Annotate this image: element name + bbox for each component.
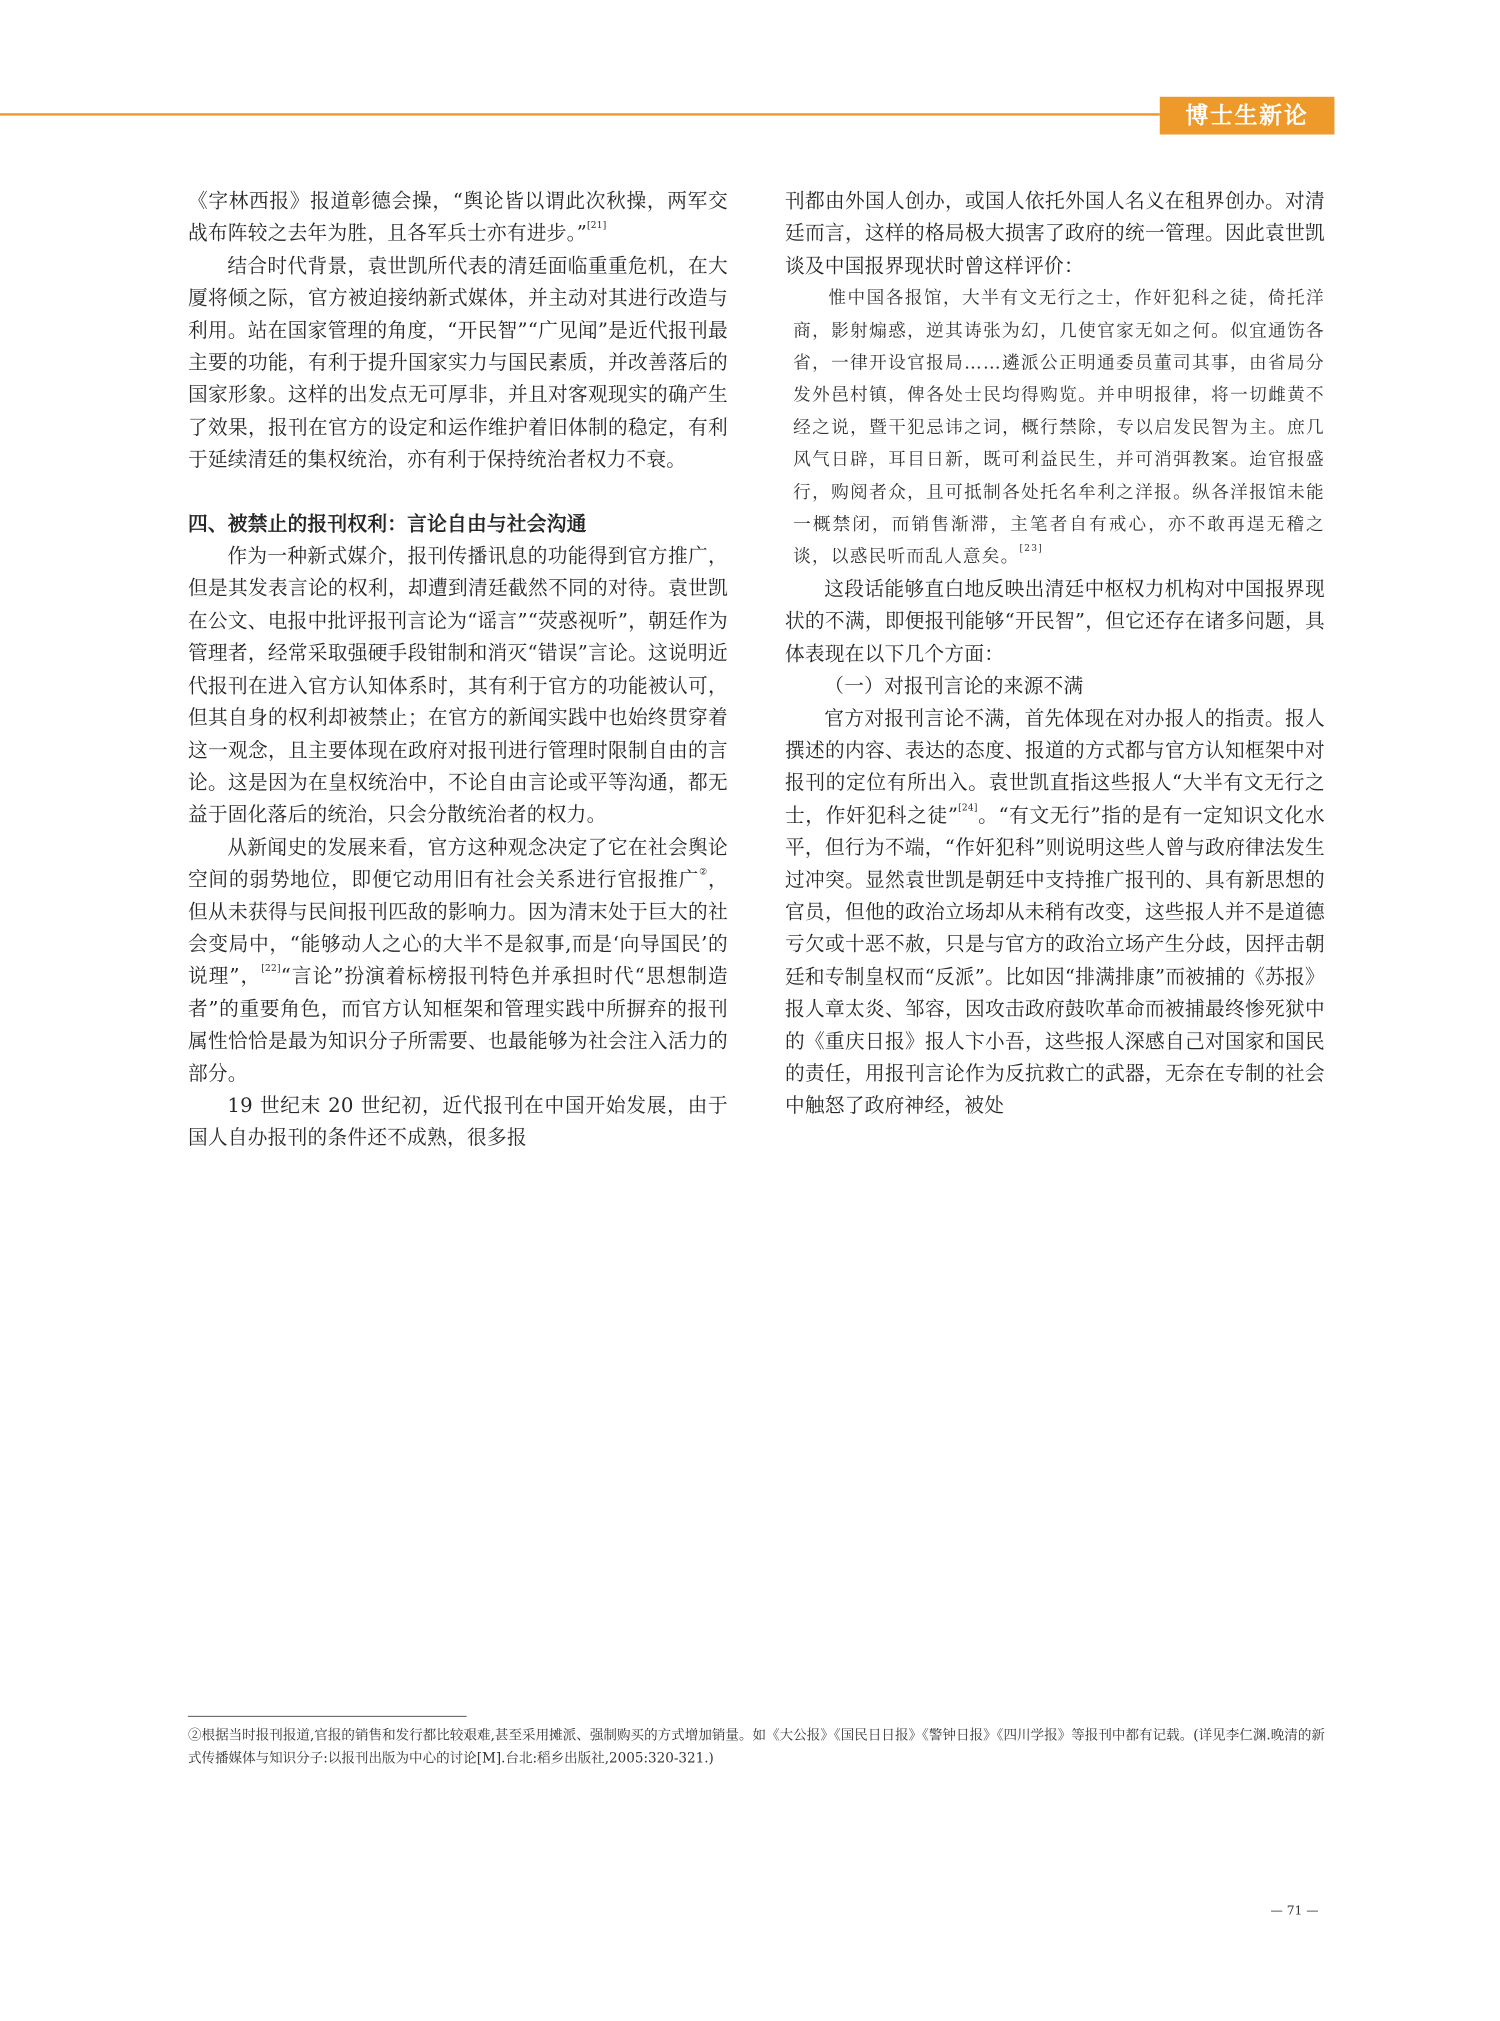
citation-ref: [23] <box>1019 543 1043 555</box>
citation-ref: [24] <box>958 801 978 813</box>
paragraph-text: 官方对报刊言论不满，首先体现在对办报人的指责。报人撰述的内容、表达的态度、报道的方式都与官方认知框架中对报刊的定位有所出入。袁世凯直指这些报人“大半有文无行之士，作奸犯科之徒” <box>784 706 1325 827</box>
paragraph: 刊都由外国人创办，或国人依托外国人名义在租界创办。对清廷而言，这样的格局极大损害了政府的统一管理。因此袁世凯谈及中国报界现状时曾这样评价： <box>784 189 1325 278</box>
footnote: ②根据当时报刊报道,官报的销售和发行都比较艰难,甚至采用摊派、强制购买的方式增加销量。如《大公报》《国民日日报》《警钟日报》《四川学报》等报刊中都有记载。(详见李仁渊.晚清的新式传播媒体与知识分子:以报刊出版为中心的讨论[M].台北:稻乡出版社,2005:320-321.) <box>187 1727 1325 1766</box>
paragraph: 19 世纪末 20 世纪初，近代报刊在中国开始发展，由于国人自办报刊的条件还不成熟，很多报 <box>187 1094 728 1150</box>
footnote-marker: ② <box>699 866 708 877</box>
citation-ref: [21] <box>587 220 607 231</box>
paragraph-text: 《字林西报》报道彰德会操，“舆论皆以谓此次秋操，两军交战布阵较之去年为胜，且各军兵士亦有进步。” <box>187 189 728 245</box>
quote-text: 惟中国各报馆，大半有文无行之士，作奸犯科之徒，倚托洋商，影射煽惑，逆其诪张为幻，几使官家无如之何。似宜通饬各省，一律开设官报局……遴派公正明通委员董司其事，由省局分发外邑村镇，俾各处士民均得购览。并申明报律，将一切雌黄不经之说，暨干犯忌讳之词，概行禁除，专以启发民智为主。庶几风气日辟，耳目日新，既可利益民生，并可消弭教案。迨官报盛行，购阅者众，且可抵制各处托名牟利之洋报。纵各洋报馆未能一概禁闭，而销售渐滞，主笔者自有戒心，亦不敢再逞无稽之谈，以惑民听而乱人意矣。 <box>793 288 1325 568</box>
section-heading: 四、被禁止的报刊权利：言论自由与社会沟通 <box>187 512 587 536</box>
paragraph-text: ，但从未获得与民间报刊匹敌的影响力。因为清末处于巨大的社会变局中，“能够动人之心的大半不是叙事,而是‘向导国民’的说理”， <box>187 867 728 988</box>
paragraph: 作为一种新式媒介，报刊传播讯息的功能得到官方推广，但是其发表言论的权利，却遭到清廷截然不同的对待。袁世凯在公文、电报中批评报刊言论为“谣言”“荧惑视听”，朝廷作为管理者，经常采取强硬手段钳制和消灭“错误”言论。这说明近代报刊在进入官方认知体系时，其有利于官方的功能被认可，但其自身的权利却被禁止；在官方的新闻实践中也始终贯穿着这一观念，且主要体现在政府对报刊进行管理时限制自由的言论。这是因为在皇权统治中，不论自由言论或平等沟通，都无益于固化落后的统治，只会分散统治者的权力。 <box>187 544 728 827</box>
block-quote <box>785 282 1325 573</box>
paragraph: 结合时代背景，袁世凯所代表的清廷面临重重危机，在大厦将倾之际，官方被迫接纳新式媒体，并主动对其进行改造与利用。站在国家管理的角度，“开民智”“广见闻”是近代报刊最主要的功能，有利于提升国家实力与国民素质，并改善落后的国家形象。这样的出发点无可厚非，并且对客观现实的确产生了效果，报刊在官方的设定和运作维护着旧体制的稳定，有利于延续清廷的集权统治，亦有利于保持统治者权力不衰。 <box>187 254 728 472</box>
subsection-heading: （一）对报刊言论的来源不满 <box>824 674 1084 698</box>
paragraph <box>785 703 1325 1123</box>
section-tag: 博士生新论 <box>1159 97 1334 135</box>
paragraph: 这段话能够直白地反映出清廷中枢权力机构对中国报界现状的不满，即便报刊能够“开民智”，但它还存在诸多问题，具体表现在以下几个方面： <box>784 577 1325 665</box>
header-rule <box>0 113 1159 115</box>
right-column <box>785 185 1325 1122</box>
paragraph-text: “言论”扮演着标榜报刊特色并承担时代“思想制造者”的重要角色，而官方认知框架和管理实践中所摒弃的报刊属性恰恰是最为知识分子所需要、也最能够为社会注入活力的部分。 <box>187 964 728 1085</box>
citation-ref: [22] <box>261 963 281 974</box>
paragraph <box>188 185 728 250</box>
left-column <box>188 185 728 1154</box>
paragraph-text: 从新闻史的发展来看，官方这种观念决定了它在社会舆论空间的弱势地位，即便它动用旧有社会关系进行官报推广 <box>187 835 728 891</box>
paragraph-text: 。“有文无行”指的是有一定知识文化水平，但行为不端，“作奸犯科”则说明这些人曾与政府律法发生过冲突。显然袁世凯是朝廷中支持推广报刊的、具有新思想的官员，但他的政治立场却从未稍有改变，这些报人并不是道德亏欠或十恶不赦，只是与官方的政治立场产生分歧，因抨击朝廷和专制皇权而“反派”。比如因“排满排康”而被捕的《苏报》报人章太炎、邹容，因攻击政府鼓吹革命而被捕最终惨死狱中的《重庆日报》报人卞小吾，这些报人深感自己对国家和国民的责任，用报刊言论作为反抗救亡的武器，无奈在专制的社会中触怒了政府神经，被处 <box>784 803 1325 1118</box>
page-number: — 71 — <box>1270 1902 1319 1918</box>
footnote-rule <box>188 1716 467 1717</box>
paragraph <box>188 831 728 1090</box>
